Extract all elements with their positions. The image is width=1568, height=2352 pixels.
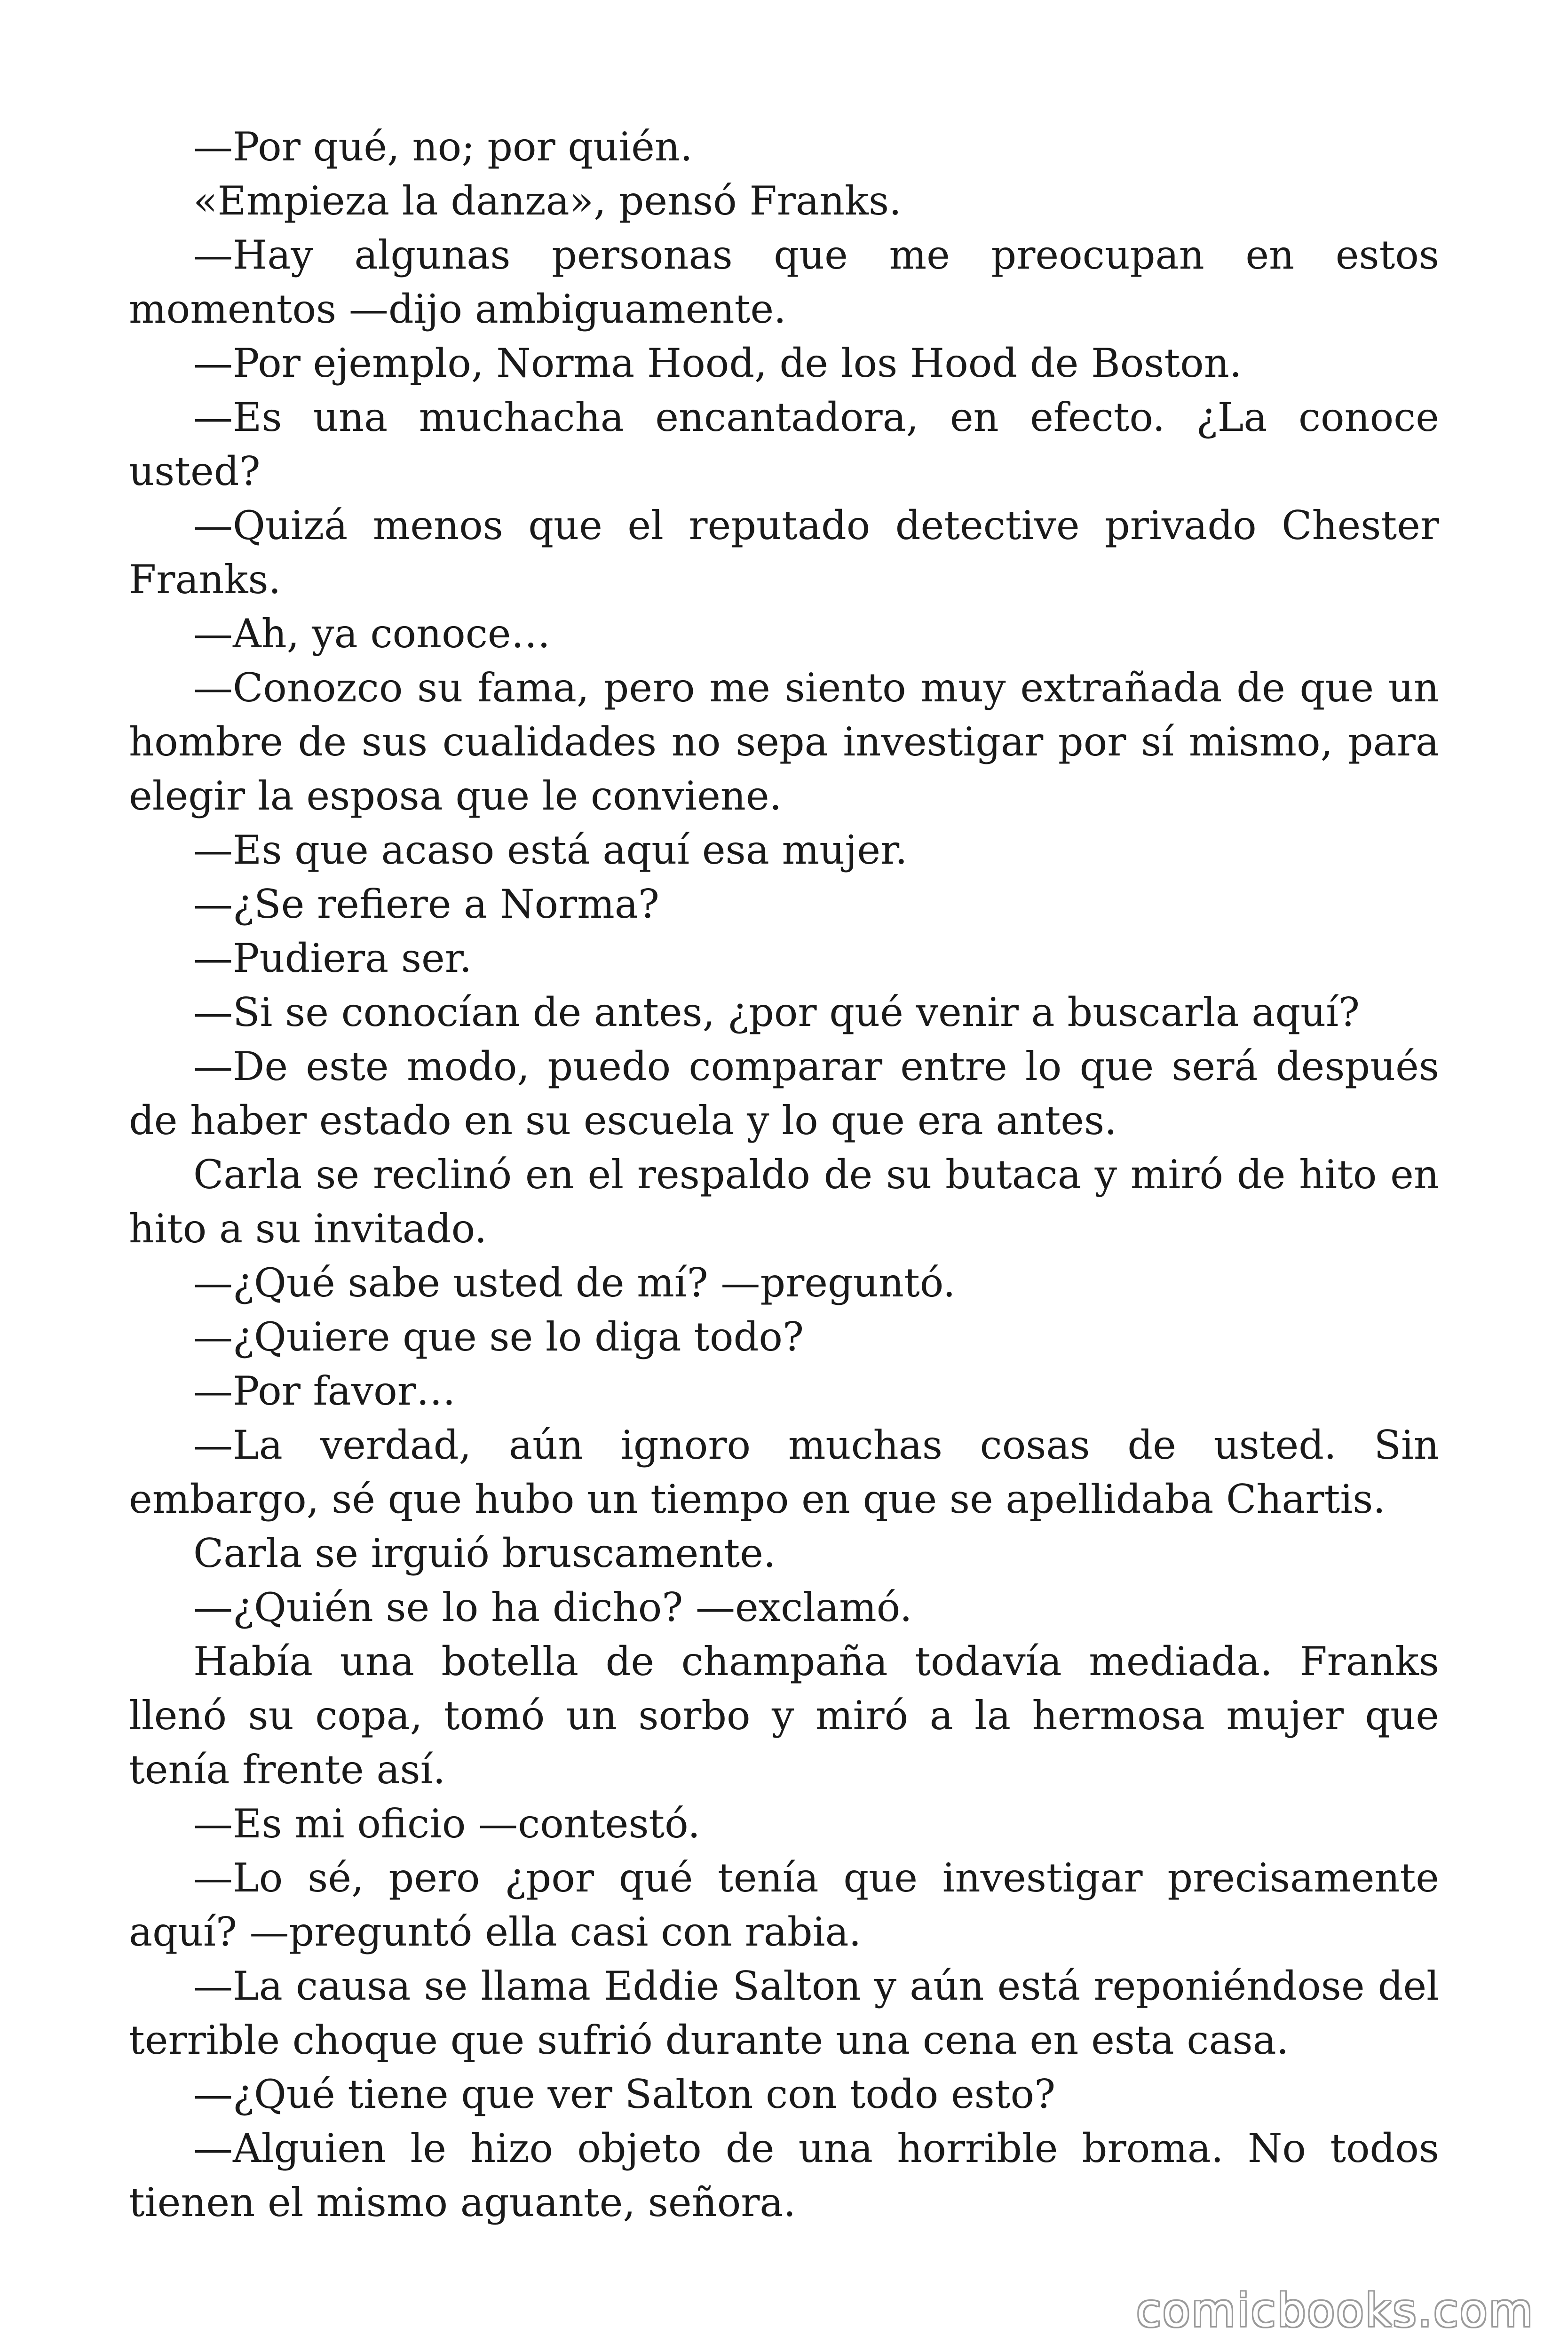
paragraph: —Quizá menos que el reputado detective privado Chester Franks. bbox=[129, 502, 1439, 603]
paragraph: —Alguien le hizo objeto de una horrible broma. No todos tienen el mismo aguante, señora. bbox=[129, 2125, 1439, 2225]
paragraph: —¿Quién se lo ha dicho? —exclamó. bbox=[193, 1584, 912, 1630]
page-body bbox=[129, 120, 1439, 2230]
paragraph: —¿Quiere que se lo diga todo? bbox=[193, 1314, 804, 1360]
paragraph: —Es mi oficio —contestó. bbox=[193, 1801, 700, 1847]
paragraph: —De este modo, puedo comparar entre lo que será después de haber estado en su escuela y lo que era antes. bbox=[129, 1043, 1439, 1144]
paragraph: —¿Se refiere a Norma? bbox=[193, 881, 659, 927]
paragraph: —Conozco su fama, pero me siento muy extrañada de que un hombre de sus cualidades no sepa investigar por sí mismo, para elegir la esposa que le conviene. bbox=[129, 665, 1439, 819]
paragraph: —¿Qué sabe usted de mí? —preguntó. bbox=[193, 1260, 956, 1306]
paragraph: «Empieza la danza», pensó Franks. bbox=[193, 178, 902, 224]
paragraph: Carla se reclinó en el respaldo de su butaca y miró de hito en hito a su invitado. bbox=[129, 1152, 1439, 1252]
paragraph: —¿Qué tiene que ver Salton con todo esto? bbox=[193, 2071, 1056, 2117]
paragraph: —La causa se llama Eddie Salton y aún está reponiéndose del terrible choque que sufrió durante una cena en esta casa. bbox=[129, 1963, 1439, 2063]
paragraph: —Por qué, no; por quién. bbox=[193, 124, 693, 170]
paragraph: —Lo sé, pero ¿por qué tenía que investigar precisamente aquí? —preguntó ella casi con rabia. bbox=[129, 1855, 1439, 1955]
paragraph: —Es que acaso está aquí esa mujer. bbox=[193, 827, 908, 873]
paragraph: —Hay algunas personas que me preocupan en estos momentos —dijo ambiguamente. bbox=[129, 232, 1439, 332]
paragraph: —La verdad, aún ignoro muchas cosas de usted. Sin embargo, sé que hubo un tiempo en que se apellidaba Chartis. bbox=[129, 1422, 1439, 1522]
paragraph: —Por favor… bbox=[193, 1368, 456, 1414]
watermark: comicbooks.com bbox=[1136, 2284, 1534, 2337]
paragraph: —Pudiera ser. bbox=[193, 935, 472, 981]
paragraph: Carla se irguió bruscamente. bbox=[193, 1530, 776, 1576]
paragraph: Había una botella de champaña todavía mediada. Franks llenó su copa, tomó un sorbo y miró a la hermosa mujer que tenía frente así. bbox=[129, 1638, 1439, 1793]
paragraph: —Ah, ya conoce… bbox=[193, 611, 551, 657]
paragraph: —Es una muchacha encantadora, en efecto. ¿La conoce usted? bbox=[129, 394, 1439, 494]
paragraph: —Si se conocían de antes, ¿por qué venir a buscarla aquí? bbox=[193, 989, 1360, 1035]
paragraph: —Por ejemplo, Norma Hood, de los Hood de Boston. bbox=[193, 340, 1242, 386]
